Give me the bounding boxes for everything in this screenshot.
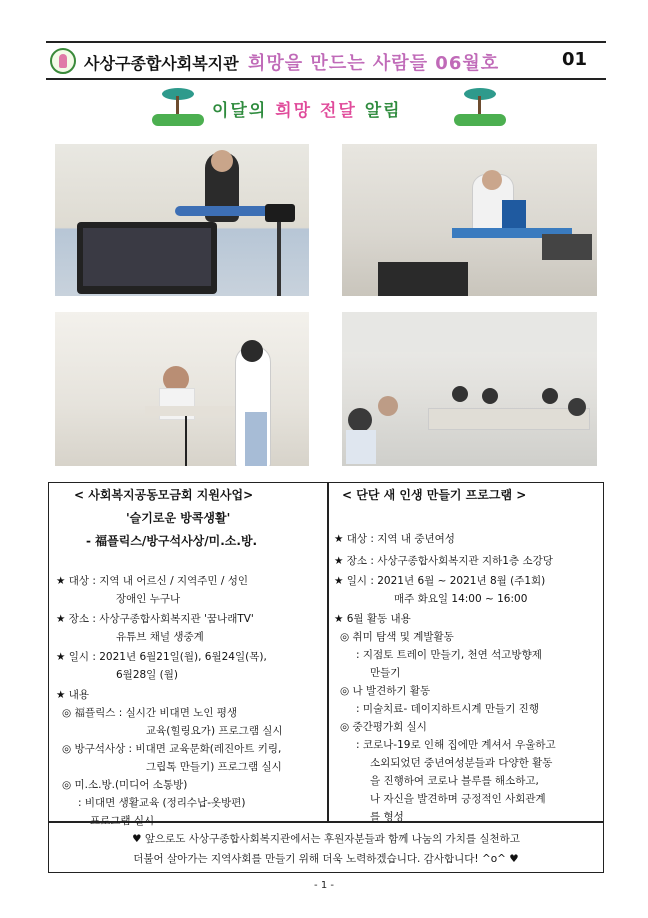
left-item1-b: 교육(힐링요가) 프로그램 실시 <box>146 725 283 737</box>
closing-line-2: 더불어 살아가는 지역사회를 만들기 위해 더욱 노력하겠습니다. 감사합니다! ^o^ ♥ <box>133 853 519 865</box>
left-subtitle: '슬기로운 방콕생활' <box>126 511 231 525</box>
right-target: ★ 대상 : 지역 내 중년여성 <box>334 533 455 545</box>
banner-title-highlight: 희망 전달 <box>275 101 357 121</box>
right-act1-a: : 지점토 트레이 만들기, 천연 석고방향제 <box>356 649 542 661</box>
right-activity: ★ 6월 활동 내용 <box>334 613 411 625</box>
closing-message <box>50 829 602 869</box>
left-date: ★ 일시 : 2021년 6월21일(월), 6월24일(목), <box>56 651 267 663</box>
page-footer-number: - 1 - <box>314 880 334 891</box>
right-date-a: ★ 일시 : 2021년 6월 ~ 2021년 8월 (주1회) <box>334 575 546 587</box>
left-content-label: ★ 내용 <box>56 689 90 701</box>
right-act3-a: : 코로나-19로 인해 집에만 계셔서 우울하고 <box>356 739 556 751</box>
right-act2: ◎ 나 발견하기 활동 <box>340 685 431 697</box>
banner <box>0 86 648 132</box>
banner-title <box>212 96 402 121</box>
photo-organizing-livestream <box>55 312 309 466</box>
right-act3-e: 를 형성 <box>370 811 404 823</box>
right-act3-b: 소외되었던 중년여성분들과 다양한 활동 <box>370 757 553 769</box>
welfare-center-logo <box>50 48 76 74</box>
org-name: 사상구종합사회복지관 <box>84 54 239 73</box>
garden-decoration-icon <box>148 86 208 130</box>
photo-yoga-livestream <box>55 144 309 296</box>
left-program-names: - 福플릭스/방구석사상/미.소.방. <box>86 534 258 548</box>
right-date-b: 매주 화요일 14:00 ~ 16:00 <box>394 593 528 605</box>
left-item3-c: 프로그램 실시 <box>90 815 155 827</box>
left-place-cont: 유튜브 채널 생중계 <box>116 631 204 643</box>
column-divider <box>327 482 329 821</box>
left-item3-a: ◎ 미.소.방.(미디어 소통방) <box>62 779 188 791</box>
page-number: 01 <box>562 49 588 70</box>
right-act3-d: 나 자신을 발견하며 긍정적인 사회관계 <box>370 793 546 805</box>
left-target-cont: 장애인 누구나 <box>116 593 181 605</box>
right-act1: ◎ 취미 탐색 및 계발활동 <box>340 631 454 643</box>
right-act2-a: : 미술치료- 데이지하트시계 만들기 진행 <box>356 703 539 715</box>
left-item2-b: 그립톡 만들기) 프로그램 실시 <box>146 761 282 773</box>
banner-title-pre: 이달의 <box>212 101 276 121</box>
right-act3: ◎ 중간평가회 실시 <box>340 721 427 733</box>
photo-group-program <box>342 312 597 466</box>
header-rule-top <box>46 41 606 43</box>
right-act1-b: 만들기 <box>370 667 401 679</box>
closing-line-1: ♥ 앞으로도 사상구종합사회복지관에서는 후원자분들과 함께 나눔의 가치를 실천하고 <box>132 833 520 845</box>
left-heading: < 사회복지공동모금회 지원사업> <box>74 488 254 502</box>
banner-title-post: 알림 <box>356 101 402 121</box>
header-rule-bottom <box>46 78 606 80</box>
left-item3-b: : 비대면 생활교육 (정리수납-옷방편) <box>78 797 246 809</box>
right-place: ★ 장소 : 사상구종합사회복지관 지하1층 소강당 <box>334 555 553 567</box>
left-place: ★ 장소 : 사상구종합사회복지관 '꿈나래TV' <box>56 613 254 625</box>
right-act3-c: 을 진행하여 코로나 블루를 해소하고, <box>370 775 539 787</box>
photo-craft-livestream <box>342 144 597 296</box>
right-heading: < 단단 새 인생 만들기 프로그램 > <box>342 488 527 502</box>
issue-title: 희망을 만드는 사람들 06월호 <box>248 53 500 74</box>
left-item1-a: ◎ 福플릭스 : 실시간 비대면 노인 평생 <box>62 707 238 719</box>
left-target: ★ 대상 : 지역 내 어르신 / 지역주민 / 성인 <box>56 575 249 587</box>
left-item2-a: ◎ 방구석사상 : 비대면 교육문화(레진아트 키링, <box>62 743 282 755</box>
left-date-cont: 6월28일 (월) <box>116 669 179 681</box>
garden-decoration-icon <box>450 86 510 130</box>
